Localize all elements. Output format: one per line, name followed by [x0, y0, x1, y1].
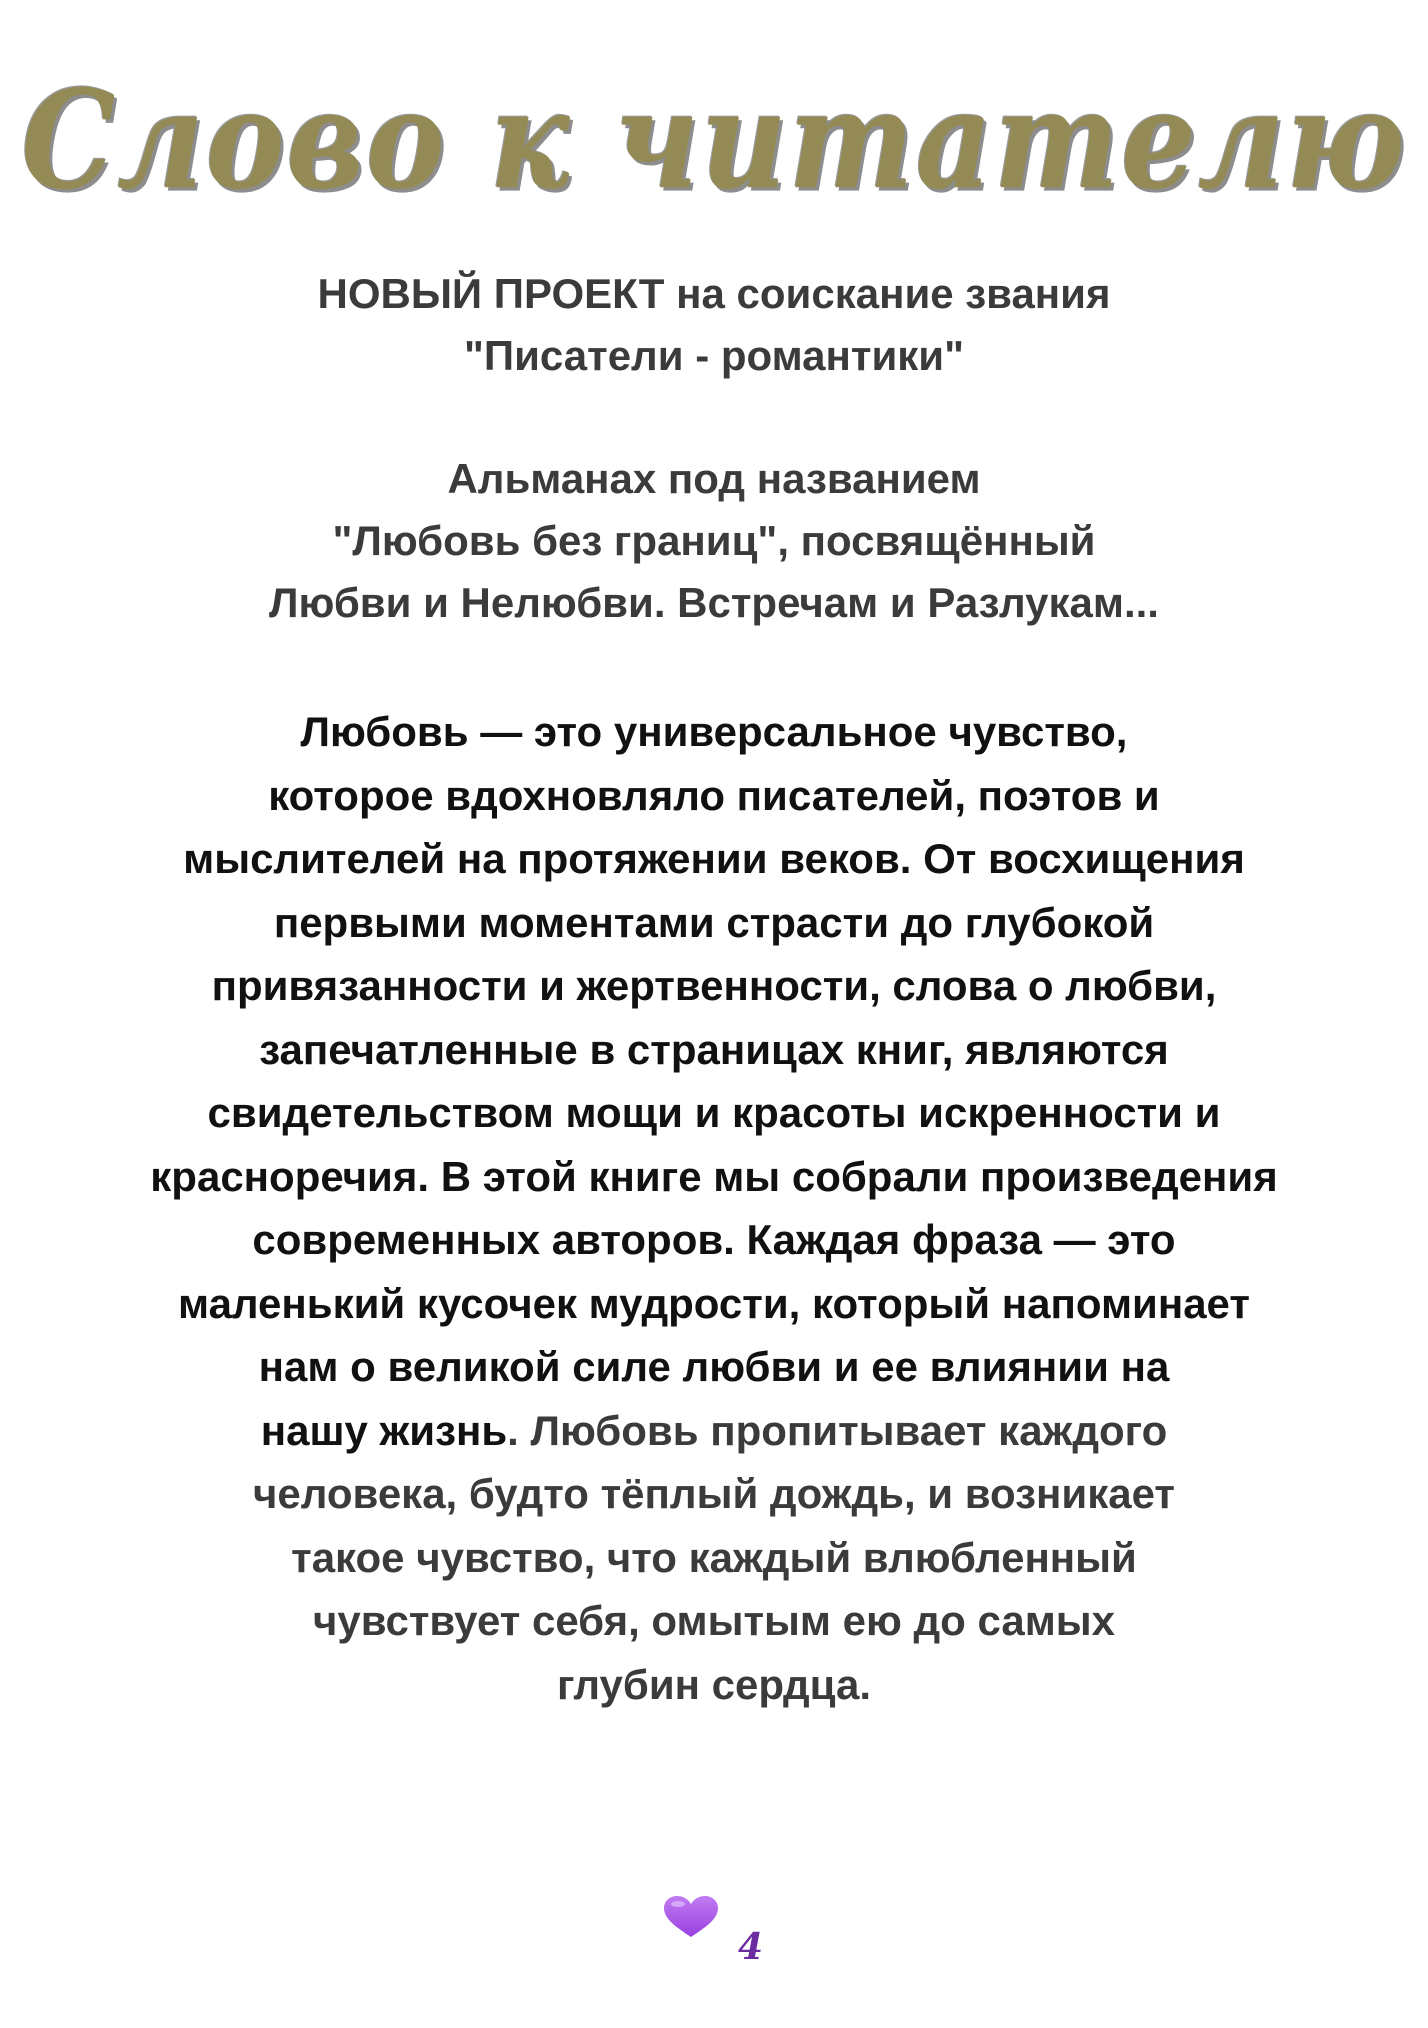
almanac-description [0, 448, 1428, 634]
body-line: чувствует себя, омытым ею до самых [312, 1597, 1116, 1644]
body-line: маленький кусочек мудрости, который напоминает [178, 1279, 1250, 1327]
body-text-gray: . Любовь пропитывает каждого [507, 1406, 1168, 1454]
body-line: такое чувство, что каждый влюбленный [291, 1533, 1137, 1581]
body-line: нам о великой силе любви и ее влиянии на [258, 1343, 1170, 1390]
body-line: Любовь — это универсальное чувство, [300, 708, 1128, 755]
body-line-mixed [0, 1399, 1428, 1463]
page-number: 4 [738, 1926, 764, 1968]
body-line: которое вдохновляло писателей, поэтов и [268, 771, 1160, 819]
almanac-line: "Любовь без границ", посвящённый [332, 517, 1096, 564]
body-line: красноречия. В этой книге мы собрали произведения [150, 1152, 1278, 1200]
body-line: мыслителей на протяжении веков. От восхищения [183, 835, 1245, 882]
body-line: привязанности и жертвенности, слова о любви, [211, 962, 1217, 1009]
body-text [0, 700, 1428, 1716]
project-announcement [0, 263, 1428, 387]
almanac-line: Альманах под названием [447, 455, 981, 502]
body-line: современных авторов. Каждая фраза — это [252, 1216, 1176, 1263]
body-line: запечатленные в страницах книг, являются [259, 1025, 1169, 1073]
purple-heart-icon [662, 1895, 720, 1939]
body-line: глубин сердца. [556, 1660, 872, 1708]
page-title: Слово к читателю [21, 59, 1407, 220]
body-text-dark: нашу жизнь [260, 1406, 508, 1454]
body-line: первыми моментами страсти до глубокой [273, 898, 1155, 946]
announcement-line: НОВЫЙ ПРОЕКТ на соискание звания [317, 270, 1111, 317]
body-line: свидетельством мощи и красоты искренности и [207, 1089, 1221, 1136]
announcement-line: "Писатели - романтики" [463, 332, 965, 379]
body-line: человека, будто тёплый дождь, и возникает [253, 1470, 1175, 1517]
almanac-line: Любви и Нелюбви. Встречам и Разлукам... [269, 579, 1159, 626]
